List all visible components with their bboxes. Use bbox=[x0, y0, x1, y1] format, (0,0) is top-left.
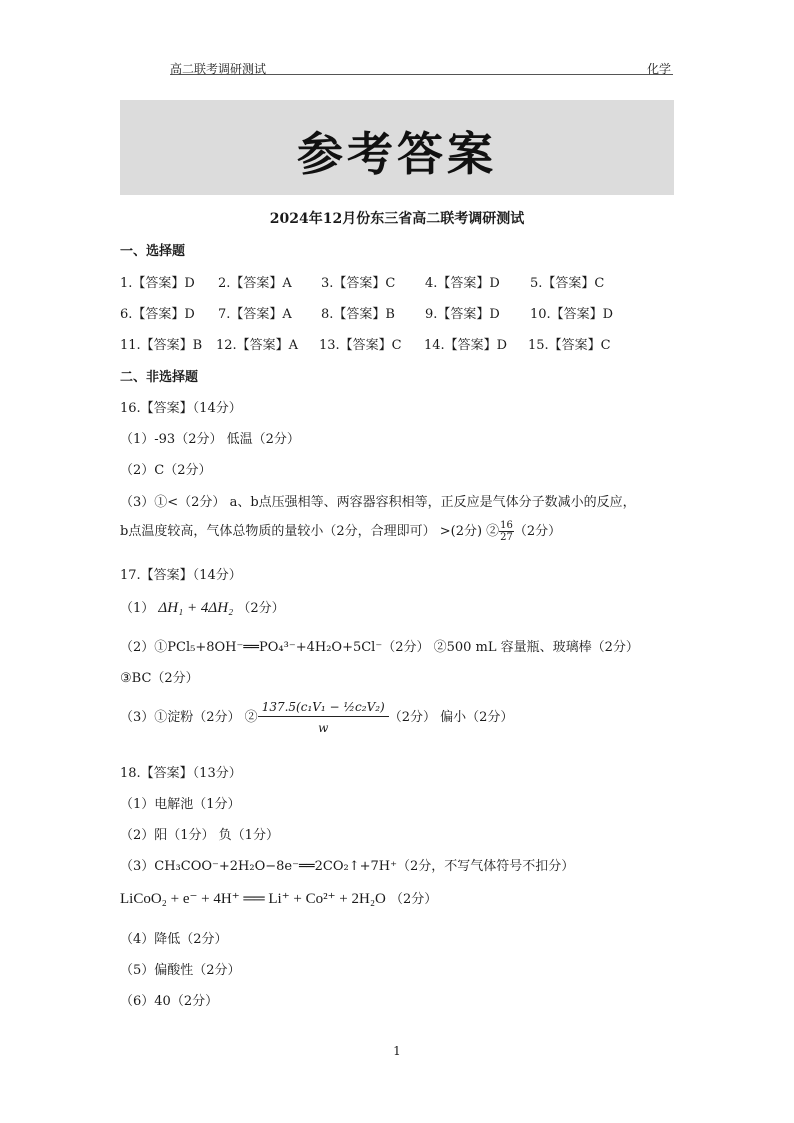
q17-part3 bbox=[120, 700, 513, 735]
section-title-choice: 一、选择题 bbox=[120, 244, 186, 259]
q18-part2: （2）阳（1分） 负（1分） bbox=[120, 828, 279, 843]
running-header bbox=[170, 60, 673, 75]
q17-part2: （2）①PCl₅+8OH⁻══PO₄³⁻+4H₂O+5Cl⁻（2分） ②500 mL 容量瓶、玻璃棒（2分） bbox=[120, 640, 639, 655]
formula-numerator: 137.5(c₁V₁ − ½c₂V₂) bbox=[258, 700, 389, 717]
mc-answer: 5.【答案】C bbox=[530, 276, 605, 291]
mc-answer: 3.【答案】C bbox=[321, 276, 396, 291]
q18-part3: （3）CH₃COO⁻+2H₂O−8e⁻══2CO₂↑+7H⁺（2分，不写气体符号不扣分） bbox=[120, 859, 575, 874]
section-title-nonchoice: 二、非选择题 bbox=[120, 370, 199, 385]
exam-title: 2024年12月份东三省高二联考调研测试 bbox=[269, 211, 525, 227]
title-banner bbox=[120, 100, 674, 195]
q16-part2: （2）C（2分） bbox=[120, 463, 212, 478]
mc-answer: 14.【答案】D bbox=[424, 338, 508, 353]
mc-answer: 2.【答案】A bbox=[218, 276, 292, 291]
mc-answer: 4.【答案】D bbox=[425, 276, 500, 291]
q18-heading: 18.【答案】（13分） bbox=[120, 766, 242, 781]
q16-part1: （1）-93（2分） 低温（2分） bbox=[120, 432, 300, 447]
q17-part3-score: （2分） 偏小（2分） bbox=[388, 710, 514, 725]
q16-part3b bbox=[120, 520, 561, 543]
q17-part2b: ③BC（2分） bbox=[120, 671, 199, 686]
fraction-numerator: 16 bbox=[500, 520, 513, 531]
mc-answer: 12.【答案】A bbox=[216, 338, 299, 353]
header-subject: 化学 bbox=[646, 62, 671, 76]
q16-heading: 16.【答案】（14分） bbox=[120, 401, 242, 416]
q17-formula-fraction bbox=[258, 700, 389, 735]
q18-part3-equation bbox=[120, 888, 437, 908]
q18-part1: （1）电解池（1分） bbox=[120, 797, 241, 812]
header-exam-name: 高二联考调研测试 bbox=[170, 62, 267, 76]
q17-part1-label: （1） bbox=[120, 601, 155, 616]
page-number: 1 bbox=[393, 1044, 401, 1058]
q18-part4: （4）降低（2分） bbox=[120, 932, 228, 947]
q18-equation: LiCoO₂ + e⁻ + 4H⁺ ══ Li⁺ + Co²⁺ + 2H₂O bbox=[120, 891, 386, 907]
mc-answer: 7.【答案】A bbox=[218, 307, 292, 322]
mc-answer: 15.【答案】C bbox=[528, 338, 611, 353]
formula-denominator: w bbox=[318, 721, 329, 735]
q18-part6: （6）40（2分） bbox=[120, 994, 219, 1009]
mc-answer: 6.【答案】D bbox=[120, 307, 195, 322]
q17-part1-score: （2分） bbox=[237, 601, 285, 616]
mc-answer: 8.【答案】B bbox=[321, 307, 395, 322]
mc-answer: 10.【答案】D bbox=[530, 307, 614, 322]
q17-part1 bbox=[120, 597, 285, 617]
mc-answer: 1.【答案】D bbox=[120, 276, 195, 291]
mc-answer: 11.【答案】B bbox=[120, 338, 203, 353]
q16-fraction bbox=[499, 520, 514, 543]
banner-title: 参考答案 bbox=[297, 127, 497, 181]
q18-part5: （5）偏酸性（2分） bbox=[120, 963, 241, 978]
q17-part3-text: （3）①淀粉（2分） ② bbox=[120, 710, 258, 725]
mc-answer: 9.【答案】D bbox=[425, 307, 500, 322]
mc-answer: 13.【答案】C bbox=[319, 338, 402, 353]
q16-part3b-text: b点温度较高，气体总物质的量较小（2分，合理即可） >(2分) ② bbox=[120, 524, 500, 539]
q16-part3a: （3）①<（2分） a、b点压强相等、两容器容积相等，正反应是气体分子数减小的反应， bbox=[120, 495, 636, 510]
q17-enthalpy-expression: ΔH₁ + 4ΔH₂ bbox=[158, 600, 234, 616]
q17-heading: 17.【答案】（14分） bbox=[120, 568, 242, 583]
fraction-denominator: 27 bbox=[500, 532, 513, 543]
q18-equation-score: （2分） bbox=[390, 892, 438, 907]
q16-part3b-score: （2分） bbox=[513, 524, 562, 539]
